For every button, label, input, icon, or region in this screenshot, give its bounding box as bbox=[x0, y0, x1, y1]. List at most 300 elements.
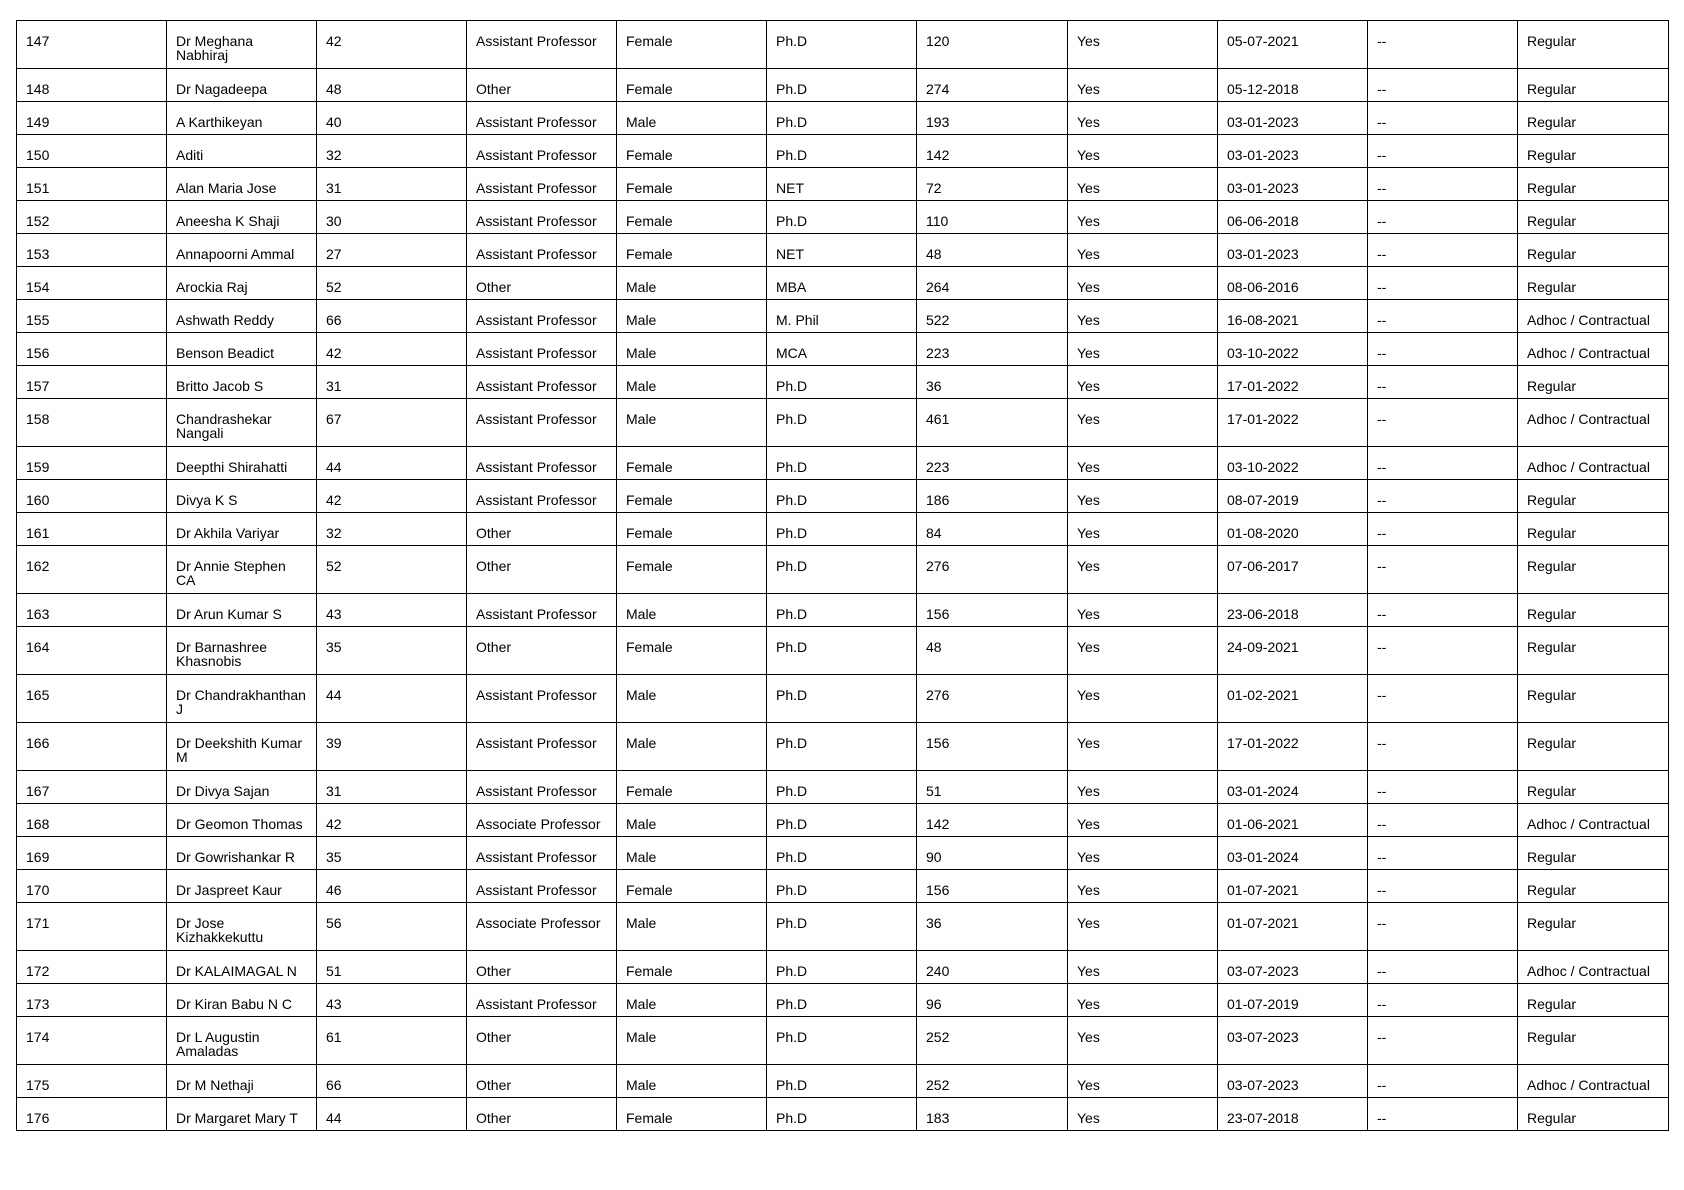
table-row bbox=[17, 1098, 1669, 1131]
leaving-text: -- bbox=[1377, 996, 1387, 1012]
date-text: 03-01-2023 bbox=[1227, 147, 1299, 163]
leaving-text: -- bbox=[1377, 1110, 1387, 1126]
qualification-text: Ph.D bbox=[776, 882, 808, 898]
name-text: Dr Annie Stephen CA bbox=[176, 558, 286, 588]
leaving-text: -- bbox=[1377, 639, 1387, 655]
experience-text: 48 bbox=[926, 246, 942, 262]
designation-cell bbox=[467, 804, 617, 837]
qualification-cell bbox=[767, 102, 917, 135]
nature-text: Regular bbox=[1527, 639, 1577, 655]
age-text: 44 bbox=[326, 687, 342, 703]
date-cell bbox=[1218, 102, 1368, 135]
leaving-cell bbox=[1368, 627, 1518, 675]
date-text: 06-06-2018 bbox=[1227, 213, 1299, 229]
qualification-text: Ph.D bbox=[776, 81, 808, 97]
gender-cell bbox=[617, 837, 767, 870]
name-text: Dr Nagadeepa bbox=[176, 81, 268, 97]
designation-cell bbox=[467, 267, 617, 300]
gender-text: Female bbox=[626, 81, 673, 97]
leaving-text: -- bbox=[1377, 345, 1387, 361]
date-text: 03-07-2023 bbox=[1227, 1029, 1299, 1045]
sno-cell bbox=[17, 627, 167, 675]
experience-cell bbox=[917, 480, 1068, 513]
nature-cell bbox=[1518, 723, 1669, 771]
date-text: 01-06-2021 bbox=[1227, 816, 1299, 832]
designation-cell bbox=[467, 300, 617, 333]
age-text: 42 bbox=[326, 33, 342, 49]
designation-text: Other bbox=[476, 1110, 512, 1126]
date-text: 03-01-2023 bbox=[1227, 246, 1299, 262]
gender-text: Male bbox=[626, 378, 657, 394]
status-cell bbox=[1068, 168, 1218, 201]
nature-cell bbox=[1518, 951, 1669, 984]
date-cell bbox=[1218, 447, 1368, 480]
experience-cell bbox=[917, 723, 1068, 771]
designation-cell bbox=[467, 546, 617, 594]
gender-cell bbox=[617, 984, 767, 1017]
name-text: Arockia Raj bbox=[176, 279, 248, 295]
age-text: 56 bbox=[326, 915, 342, 931]
name-text: Ashwath Reddy bbox=[176, 312, 275, 328]
designation-text: Other bbox=[476, 639, 512, 655]
designation-text: Assistant Professor bbox=[476, 213, 597, 229]
leaving-cell bbox=[1368, 804, 1518, 837]
age-cell bbox=[317, 837, 467, 870]
sno-cell bbox=[17, 333, 167, 366]
qualification-cell bbox=[767, 447, 917, 480]
name-cell bbox=[167, 333, 317, 366]
name-cell bbox=[167, 675, 317, 723]
age-text: 48 bbox=[326, 81, 342, 97]
age-text: 43 bbox=[326, 606, 342, 622]
qualification-cell bbox=[767, 627, 917, 675]
experience-cell bbox=[917, 870, 1068, 903]
leaving-text: -- bbox=[1377, 411, 1387, 427]
name-text: Dr Barnashree Khasnobis bbox=[176, 639, 268, 669]
table-row bbox=[17, 675, 1669, 723]
name-text: Dr L Augustin Amaladas bbox=[176, 1029, 260, 1059]
gender-text: Male bbox=[626, 687, 657, 703]
qualification-text: MCA bbox=[776, 345, 808, 361]
status-cell bbox=[1068, 594, 1218, 627]
experience-text: 90 bbox=[926, 849, 942, 865]
qualification-text: Ph.D bbox=[776, 525, 808, 541]
status-text: Yes bbox=[1077, 1077, 1100, 1093]
sno-text: 173 bbox=[26, 996, 50, 1012]
experience-cell bbox=[917, 267, 1068, 300]
leaving-cell bbox=[1368, 399, 1518, 447]
age-cell bbox=[317, 984, 467, 1017]
date-text: 03-01-2024 bbox=[1227, 849, 1299, 865]
leaving-cell bbox=[1368, 546, 1518, 594]
sno-text: 169 bbox=[26, 849, 50, 865]
designation-text: Assistant Professor bbox=[476, 114, 597, 130]
qualification-cell bbox=[767, 21, 917, 69]
age-cell bbox=[317, 1017, 467, 1065]
age-cell bbox=[317, 594, 467, 627]
gender-cell bbox=[617, 675, 767, 723]
gender-cell bbox=[617, 546, 767, 594]
qualification-cell bbox=[767, 366, 917, 399]
gender-cell bbox=[617, 201, 767, 234]
qualification-text: Ph.D bbox=[776, 411, 808, 427]
date-text: 01-08-2020 bbox=[1227, 525, 1299, 541]
name-text: Deepthi Shirahatti bbox=[176, 459, 288, 475]
gender-cell bbox=[617, 480, 767, 513]
nature-cell bbox=[1518, 21, 1669, 69]
qualification-cell bbox=[767, 984, 917, 1017]
experience-cell bbox=[917, 675, 1068, 723]
date-cell bbox=[1218, 984, 1368, 1017]
experience-text: 72 bbox=[926, 180, 942, 196]
name-text: Chandrashekar Nangali bbox=[176, 411, 272, 441]
qualification-cell bbox=[767, 1065, 917, 1098]
sno-text: 162 bbox=[26, 558, 50, 574]
name-text: Dr Meghana Nabhiraj bbox=[176, 33, 254, 63]
nature-cell bbox=[1518, 627, 1669, 675]
qualification-text: Ph.D bbox=[776, 996, 808, 1012]
designation-cell bbox=[467, 399, 617, 447]
name-text: Divya K S bbox=[176, 492, 238, 508]
leaving-cell bbox=[1368, 267, 1518, 300]
designation-cell bbox=[467, 480, 617, 513]
designation-text: Other bbox=[476, 1029, 512, 1045]
designation-cell bbox=[467, 168, 617, 201]
qualification-cell bbox=[767, 267, 917, 300]
experience-text: 252 bbox=[926, 1077, 950, 1093]
date-cell bbox=[1218, 627, 1368, 675]
leaving-text: -- bbox=[1377, 882, 1387, 898]
experience-cell bbox=[917, 594, 1068, 627]
status-cell bbox=[1068, 546, 1218, 594]
date-text: 03-01-2023 bbox=[1227, 180, 1299, 196]
nature-text: Regular bbox=[1527, 996, 1577, 1012]
name-text: Dr Akhila Variyar bbox=[176, 525, 280, 541]
gender-text: Male bbox=[626, 1029, 657, 1045]
status-text: Yes bbox=[1077, 1029, 1100, 1045]
leaving-cell bbox=[1368, 723, 1518, 771]
date-cell bbox=[1218, 480, 1368, 513]
gender-text: Male bbox=[626, 849, 657, 865]
date-cell bbox=[1218, 1065, 1368, 1098]
designation-cell bbox=[467, 723, 617, 771]
sno-text: 152 bbox=[26, 213, 50, 229]
designation-text: Other bbox=[476, 963, 512, 979]
nature-text: Adhoc / Contractual bbox=[1527, 1077, 1650, 1093]
name-text: Dr M Nethaji bbox=[176, 1077, 254, 1093]
table-row bbox=[17, 984, 1669, 1017]
gender-text: Male bbox=[626, 114, 657, 130]
table-row bbox=[17, 627, 1669, 675]
nature-text: Regular bbox=[1527, 558, 1577, 574]
experience-cell bbox=[917, 1017, 1068, 1065]
sno-cell bbox=[17, 594, 167, 627]
qualification-cell bbox=[767, 951, 917, 984]
designation-cell bbox=[467, 1065, 617, 1098]
status-text: Yes bbox=[1077, 180, 1100, 196]
nature-cell bbox=[1518, 513, 1669, 546]
nature-text: Regular bbox=[1527, 492, 1577, 508]
status-cell bbox=[1068, 804, 1218, 837]
name-cell bbox=[167, 804, 317, 837]
leaving-cell bbox=[1368, 903, 1518, 951]
sno-text: 157 bbox=[26, 378, 50, 394]
age-cell bbox=[317, 723, 467, 771]
qualification-text: Ph.D bbox=[776, 1110, 808, 1126]
qualification-cell bbox=[767, 333, 917, 366]
leaving-cell bbox=[1368, 675, 1518, 723]
table-body bbox=[17, 21, 1669, 1131]
name-text: Dr Divya Sajan bbox=[176, 783, 270, 799]
leaving-text: -- bbox=[1377, 606, 1387, 622]
leaving-cell bbox=[1368, 447, 1518, 480]
age-cell bbox=[317, 21, 467, 69]
experience-cell bbox=[917, 837, 1068, 870]
status-cell bbox=[1068, 300, 1218, 333]
sno-text: 172 bbox=[26, 963, 50, 979]
sno-text: 161 bbox=[26, 525, 50, 541]
qualification-text: Ph.D bbox=[776, 492, 808, 508]
age-text: 67 bbox=[326, 411, 342, 427]
designation-text: Assistant Professor bbox=[476, 246, 597, 262]
status-text: Yes bbox=[1077, 378, 1100, 394]
experience-text: 156 bbox=[926, 606, 950, 622]
leaving-text: -- bbox=[1377, 180, 1387, 196]
date-text: 03-01-2023 bbox=[1227, 114, 1299, 130]
age-text: 44 bbox=[326, 459, 342, 475]
status-cell bbox=[1068, 627, 1218, 675]
leaving-text: -- bbox=[1377, 213, 1387, 229]
leaving-text: -- bbox=[1377, 378, 1387, 394]
leaving-text: -- bbox=[1377, 816, 1387, 832]
table-row bbox=[17, 168, 1669, 201]
experience-text: 276 bbox=[926, 558, 950, 574]
leaving-cell bbox=[1368, 300, 1518, 333]
leaving-cell bbox=[1368, 1017, 1518, 1065]
date-cell bbox=[1218, 837, 1368, 870]
designation-cell bbox=[467, 594, 617, 627]
date-cell bbox=[1218, 870, 1368, 903]
age-text: 31 bbox=[326, 783, 342, 799]
name-cell bbox=[167, 399, 317, 447]
gender-cell bbox=[617, 300, 767, 333]
experience-cell bbox=[917, 399, 1068, 447]
gender-cell bbox=[617, 21, 767, 69]
experience-text: 142 bbox=[926, 816, 950, 832]
nature-text: Regular bbox=[1527, 81, 1577, 97]
sno-cell bbox=[17, 675, 167, 723]
status-text: Yes bbox=[1077, 849, 1100, 865]
experience-text: 240 bbox=[926, 963, 950, 979]
table-row bbox=[17, 102, 1669, 135]
table-row bbox=[17, 1065, 1669, 1098]
gender-cell bbox=[617, 723, 767, 771]
experience-cell bbox=[917, 984, 1068, 1017]
age-cell bbox=[317, 135, 467, 168]
gender-text: Female bbox=[626, 525, 673, 541]
status-text: Yes bbox=[1077, 411, 1100, 427]
age-cell bbox=[317, 267, 467, 300]
experience-text: 186 bbox=[926, 492, 950, 508]
qualification-text: Ph.D bbox=[776, 213, 808, 229]
sno-cell bbox=[17, 234, 167, 267]
nature-text: Regular bbox=[1527, 147, 1577, 163]
experience-text: 223 bbox=[926, 345, 950, 361]
sno-text: 174 bbox=[26, 1029, 50, 1045]
qualification-text: Ph.D bbox=[776, 378, 808, 394]
nature-text: Adhoc / Contractual bbox=[1527, 816, 1650, 832]
gender-text: Female bbox=[626, 1110, 673, 1126]
nature-cell bbox=[1518, 267, 1669, 300]
qualification-text: Ph.D bbox=[776, 1077, 808, 1093]
status-cell bbox=[1068, 513, 1218, 546]
age-text: 31 bbox=[326, 180, 342, 196]
sno-cell bbox=[17, 723, 167, 771]
status-text: Yes bbox=[1077, 687, 1100, 703]
designation-cell bbox=[467, 366, 617, 399]
gender-text: Female bbox=[626, 783, 673, 799]
gender-cell bbox=[617, 870, 767, 903]
designation-cell bbox=[467, 201, 617, 234]
leaving-cell bbox=[1368, 984, 1518, 1017]
age-cell bbox=[317, 546, 467, 594]
experience-text: 48 bbox=[926, 639, 942, 655]
gender-cell bbox=[617, 627, 767, 675]
sno-cell bbox=[17, 300, 167, 333]
sno-text: 167 bbox=[26, 783, 50, 799]
date-cell bbox=[1218, 300, 1368, 333]
name-cell bbox=[167, 837, 317, 870]
designation-text: Other bbox=[476, 525, 512, 541]
qualification-cell bbox=[767, 723, 917, 771]
name-cell bbox=[167, 300, 317, 333]
table-row bbox=[17, 870, 1669, 903]
qualification-text: NET bbox=[776, 180, 804, 196]
gender-cell bbox=[617, 771, 767, 804]
experience-text: 36 bbox=[926, 378, 942, 394]
nature-cell bbox=[1518, 870, 1669, 903]
status-text: Yes bbox=[1077, 783, 1100, 799]
leaving-text: -- bbox=[1377, 1077, 1387, 1093]
date-cell bbox=[1218, 675, 1368, 723]
designation-cell bbox=[467, 447, 617, 480]
table-row bbox=[17, 399, 1669, 447]
name-cell bbox=[167, 168, 317, 201]
nature-cell bbox=[1518, 168, 1669, 201]
name-cell bbox=[167, 627, 317, 675]
gender-text: Female bbox=[626, 882, 673, 898]
date-text: 01-07-2021 bbox=[1227, 882, 1299, 898]
experience-cell bbox=[917, 168, 1068, 201]
nature-cell bbox=[1518, 804, 1669, 837]
qualification-text: Ph.D bbox=[776, 963, 808, 979]
name-text: Benson Beadict bbox=[176, 345, 275, 361]
table-row bbox=[17, 300, 1669, 333]
date-cell bbox=[1218, 399, 1368, 447]
name-text: A Karthikeyan bbox=[176, 114, 263, 130]
designation-text: Assistant Professor bbox=[476, 492, 597, 508]
experience-text: 264 bbox=[926, 279, 950, 295]
age-text: 61 bbox=[326, 1029, 342, 1045]
age-cell bbox=[317, 903, 467, 951]
name-text: Alan Maria Jose bbox=[176, 180, 277, 196]
experience-cell bbox=[917, 102, 1068, 135]
age-cell bbox=[317, 69, 467, 102]
nature-cell bbox=[1518, 594, 1669, 627]
date-text: 17-01-2022 bbox=[1227, 735, 1299, 751]
nature-text: Adhoc / Contractual bbox=[1527, 345, 1650, 361]
date-text: 24-09-2021 bbox=[1227, 639, 1299, 655]
leaving-cell bbox=[1368, 594, 1518, 627]
age-text: 30 bbox=[326, 213, 342, 229]
date-text: 01-07-2019 bbox=[1227, 996, 1299, 1012]
leaving-text: -- bbox=[1377, 735, 1387, 751]
experience-cell bbox=[917, 513, 1068, 546]
sno-text: 148 bbox=[26, 81, 50, 97]
gender-text: Female bbox=[626, 963, 673, 979]
nature-text: Regular bbox=[1527, 687, 1577, 703]
experience-text: 51 bbox=[926, 783, 942, 799]
nature-cell bbox=[1518, 837, 1669, 870]
qualification-text: MBA bbox=[776, 279, 807, 295]
gender-cell bbox=[617, 234, 767, 267]
sno-cell bbox=[17, 1017, 167, 1065]
gender-cell bbox=[617, 951, 767, 984]
designation-cell bbox=[467, 837, 617, 870]
designation-text: Assistant Professor bbox=[476, 606, 597, 622]
name-cell bbox=[167, 234, 317, 267]
qualification-text: Ph.D bbox=[776, 816, 808, 832]
table-row bbox=[17, 546, 1669, 594]
age-text: 42 bbox=[326, 492, 342, 508]
nature-cell bbox=[1518, 366, 1669, 399]
gender-cell bbox=[617, 168, 767, 201]
sno-text: 159 bbox=[26, 459, 50, 475]
date-cell bbox=[1218, 333, 1368, 366]
date-text: 08-07-2019 bbox=[1227, 492, 1299, 508]
qualification-text: Ph.D bbox=[776, 687, 808, 703]
status-cell bbox=[1068, 1098, 1218, 1131]
designation-text: Other bbox=[476, 81, 512, 97]
sno-text: 170 bbox=[26, 882, 50, 898]
status-text: Yes bbox=[1077, 246, 1100, 262]
nature-cell bbox=[1518, 546, 1669, 594]
date-cell bbox=[1218, 168, 1368, 201]
name-text: Aneesha K Shaji bbox=[176, 213, 280, 229]
status-text: Yes bbox=[1077, 81, 1100, 97]
name-cell bbox=[167, 135, 317, 168]
sno-cell bbox=[17, 366, 167, 399]
status-text: Yes bbox=[1077, 459, 1100, 475]
status-text: Yes bbox=[1077, 114, 1100, 130]
date-text: 03-07-2023 bbox=[1227, 963, 1299, 979]
gender-text: Female bbox=[626, 147, 673, 163]
experience-text: 142 bbox=[926, 147, 950, 163]
name-text: Dr Kiran Babu N C bbox=[176, 996, 292, 1012]
age-text: 44 bbox=[326, 1110, 342, 1126]
name-text: Dr Jaspreet Kaur bbox=[176, 882, 282, 898]
qualification-cell bbox=[767, 234, 917, 267]
name-cell bbox=[167, 594, 317, 627]
status-text: Yes bbox=[1077, 1110, 1100, 1126]
sno-text: 166 bbox=[26, 735, 50, 751]
leaving-cell bbox=[1368, 771, 1518, 804]
status-cell bbox=[1068, 102, 1218, 135]
sno-text: 155 bbox=[26, 312, 50, 328]
nature-text: Regular bbox=[1527, 378, 1577, 394]
name-cell bbox=[167, 723, 317, 771]
designation-cell bbox=[467, 627, 617, 675]
